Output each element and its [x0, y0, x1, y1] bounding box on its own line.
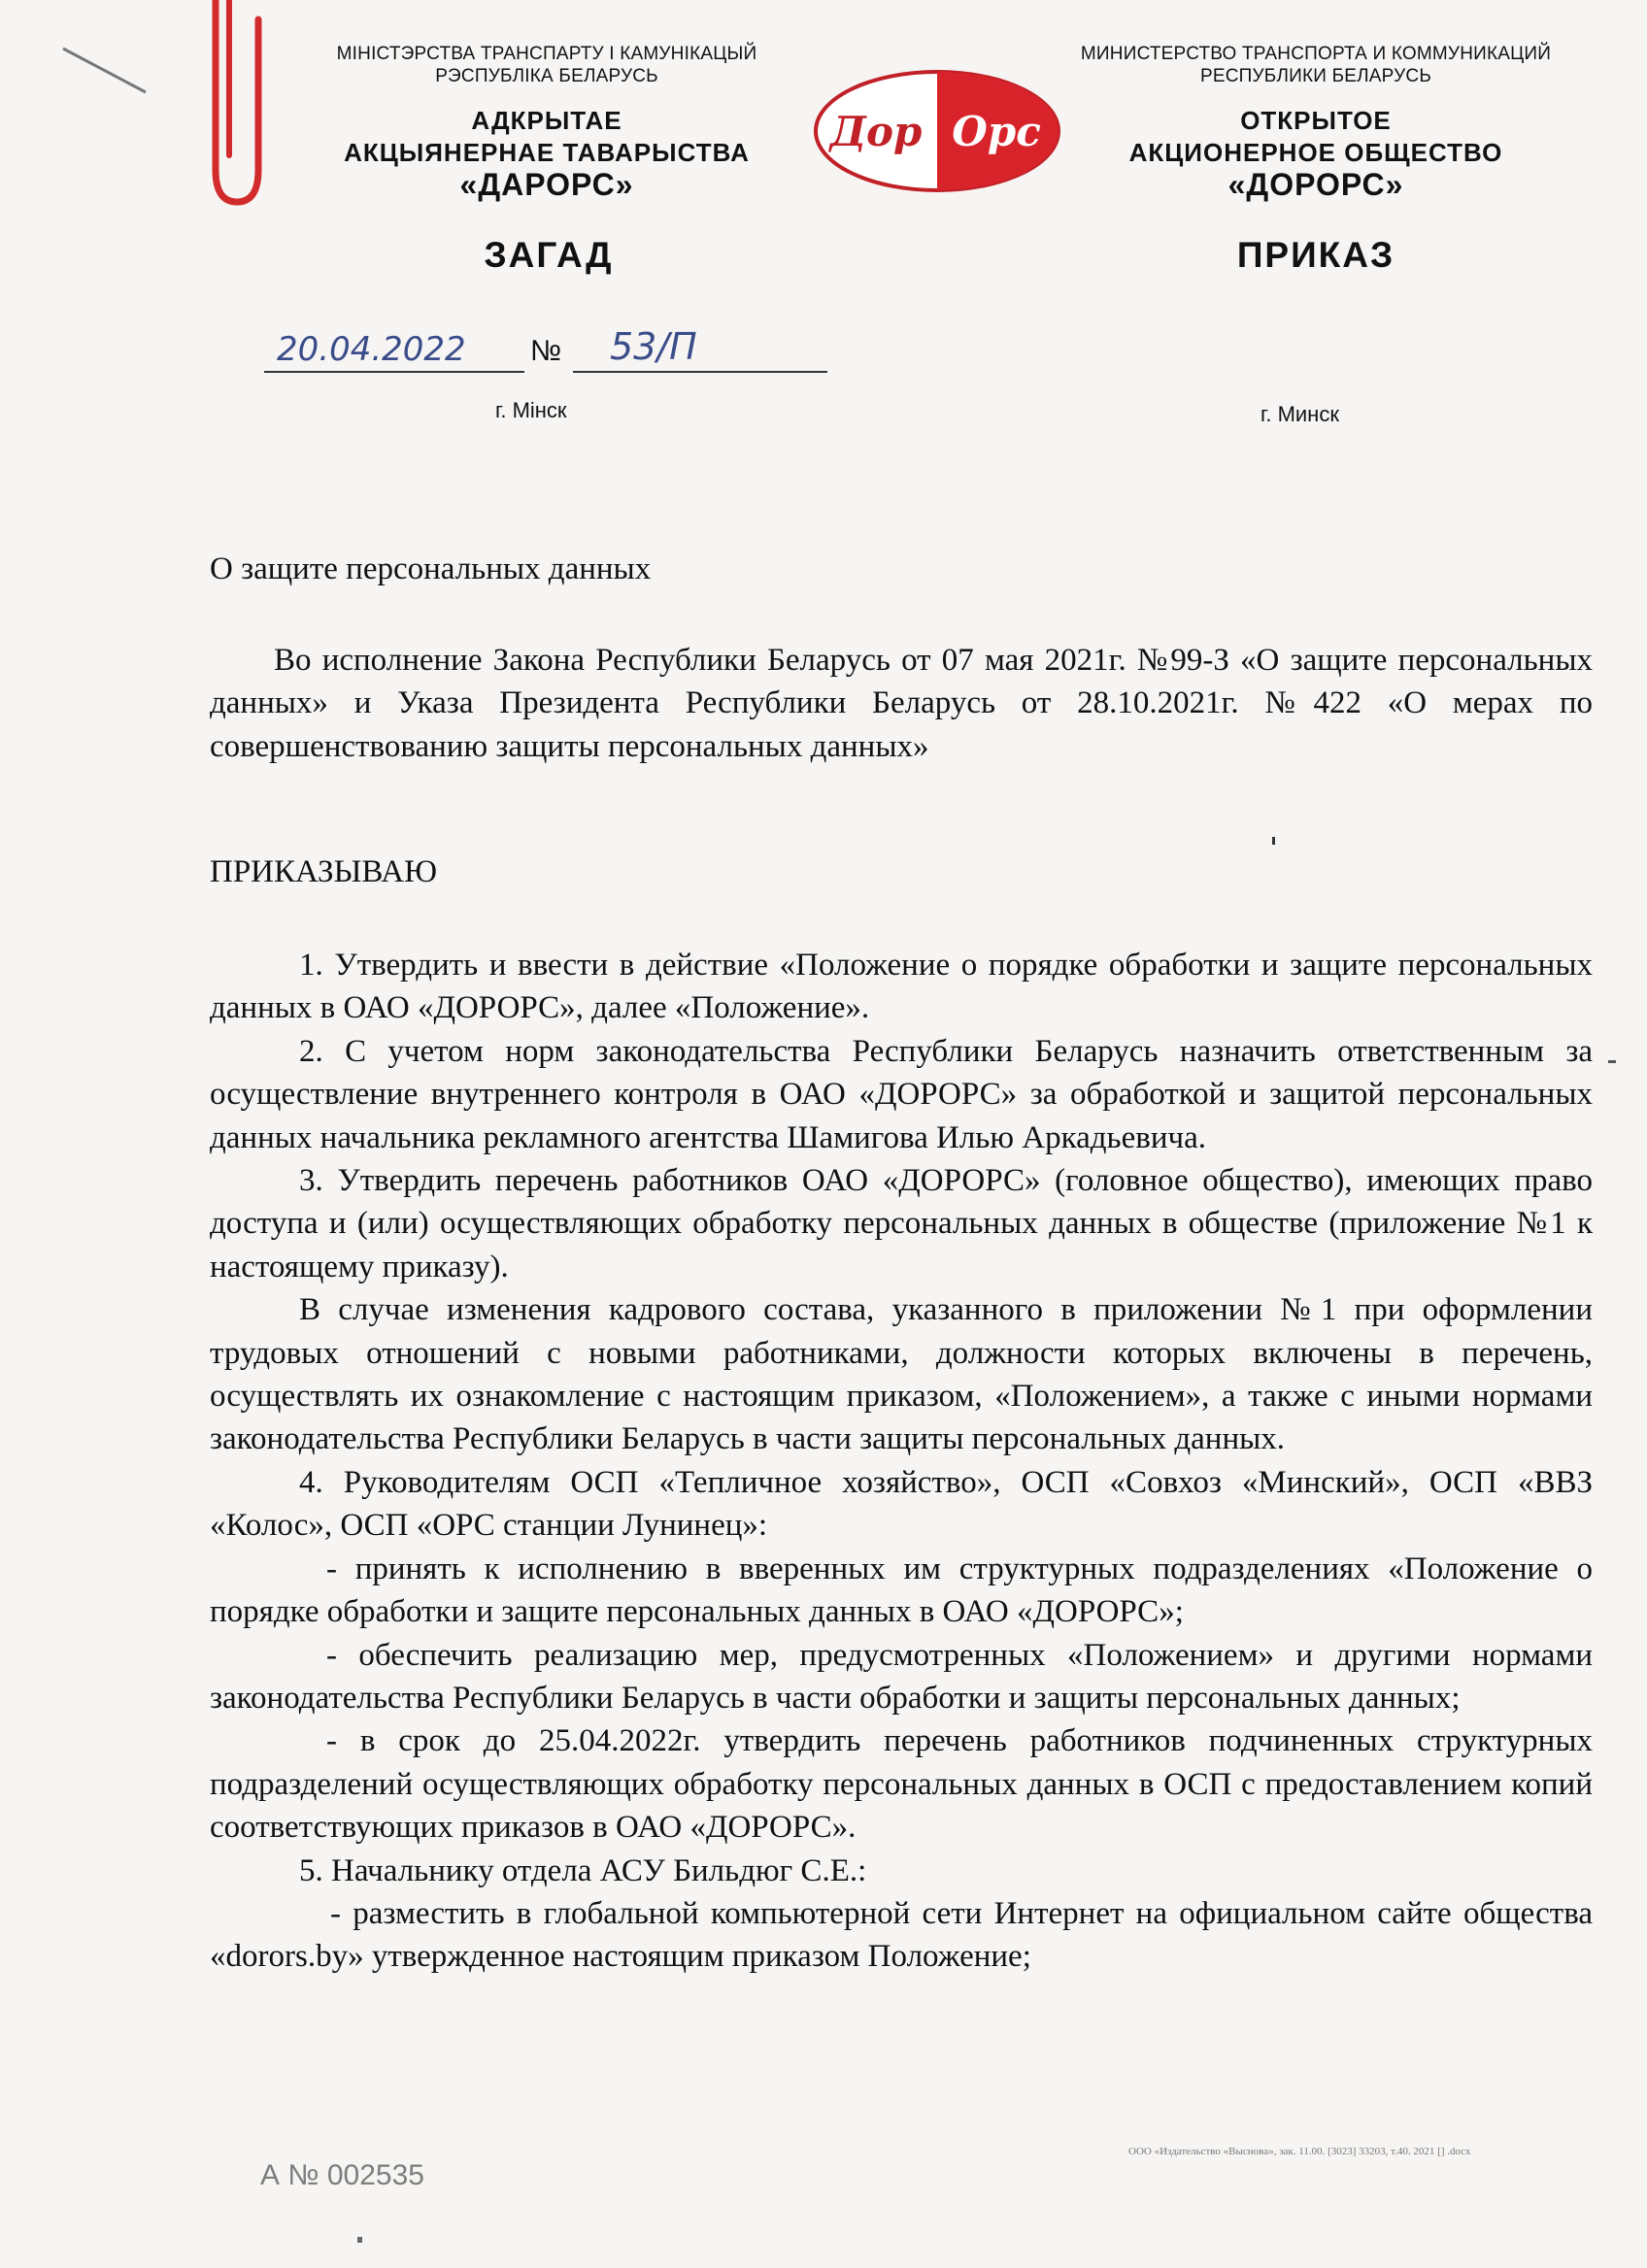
paragraph-4-item-1: - принять к исполнению в вверенных им структурных подразделениях «Положение о порядке обработки и защите персональных данных в ОАО «ДОРОРС»;	[210, 1551, 1593, 1630]
right-company-name: «ДОРОРС»	[1227, 167, 1404, 202]
document-command: ПРИКАЗЫВАЮ	[210, 854, 438, 889]
paragraph-2: 2. С учетом норм законодательства Республики Беларусь назначить ответственным за осуществление внутреннего контроля в ОАО «ДОРОРС» за обработкой и защитой персональных данных начальника рекламного агентства Шамигова Илью Аркадьевича.	[210, 1033, 1593, 1155]
margin-speck	[1272, 837, 1275, 845]
right-ministry	[1049, 43, 1583, 87]
left-ministry-line1: МІНІСТЭРСТВА ТРАНСПАРТУ І КАМУНІКАЦЫЙ	[336, 44, 757, 64]
document-subject: О защите персональных данных	[210, 551, 652, 586]
number-sign: №	[530, 335, 562, 367]
number-underline	[573, 371, 827, 373]
paragraph-4: 4. Руководителям ОСП «Тепличное хозяйство», ОСП «Совхоз «Минский», ОСП «ВВЗ «Колос», ОСП «ОРС станции Лунинец»:	[210, 1464, 1593, 1544]
left-company-name: «ДАРОРС»	[459, 167, 634, 202]
date-underline	[264, 371, 524, 373]
order-date: 20.04.2022	[277, 330, 466, 369]
right-doc-type: ПРИКАЗ	[1236, 235, 1395, 275]
right-company-line2: АКЦИОНЕРНОЕ ОБЩЕСТВО	[1128, 138, 1503, 167]
paragraph-4-item-3: - в срок до 25.04.2022г. утвердить перечень работников подчиненных структурных подразделений осуществляющих обработку персональных данных в ОСП с предоставлением копий соответствующих приказов в ОАО «ДОРОРС».	[210, 1723, 1593, 1846]
left-doc-type: ЗАГАД	[484, 235, 614, 275]
right-ministry-line2: РЕСПУБЛИКИ БЕЛАРУСЬ	[1200, 66, 1431, 86]
left-company-line2: АКЦЫЯНЕРНАЕ ТАВАРЫСТВА	[344, 138, 750, 167]
form-number: А № 002535	[260, 2159, 424, 2191]
logo-left-text: Дор	[829, 108, 923, 155]
logo-right-text: Орс	[952, 108, 1041, 155]
document-body	[210, 944, 1593, 1979]
paragraph-5: 5. Начальнику отдела АСУ Бильдюг С.Е.:	[299, 1852, 867, 1888]
document-preamble-block	[210, 639, 1593, 768]
left-company-line1: АДКРЫТАЕ	[471, 106, 622, 135]
document-preamble: Во исполнение Закона Республики Беларусь от 07 мая 2021г. №99-З «О защите персональных данных» и Указа Президента Республики Беларусь от 28.10.2021г. №422 «О мерах по совершенствованию защиты персональных данных»	[210, 643, 1593, 764]
paragraph-1: 1. Утвердить и ввести в действие «Положение о порядке обработки и защите персональных данных в ОАО «ДОРОРС», далее «Положение».	[210, 948, 1593, 1026]
paragraph-3: 3. Утвердить перечень работников ОАО «ДОРОРС» (головное общество), имеющих право доступа и (или) осуществляющих обработку персональных данных в обществе (приложение №1 к настоящему приказу).	[210, 1163, 1593, 1284]
dorors-logo	[814, 70, 1060, 192]
right-company-line1: ОТКРЫТОЕ	[1240, 106, 1392, 135]
paper-clip-icon	[194, 0, 272, 209]
margin-speck	[357, 2237, 362, 2243]
paragraph-5-item-1: - разместить в глобальной компьютерной сети Интернет на официальном сайте общества «dorors.by» утвержденное настоящим приказом Положение;	[210, 1895, 1593, 1975]
left-city: г. Мінск	[495, 398, 567, 422]
left-company	[309, 105, 785, 201]
printer-imprint: ООО «Издательство «Высновa», зак. 11.00. [3023] 33203, т.40. 2021 [] .docx	[1128, 2146, 1471, 2157]
margin-speck	[1608, 1060, 1616, 1063]
paragraph-3-note: В случае изменения кадрового состава, указанного в приложении №1 при оформлении трудовых отношений с новыми работниками, должности которых включены в перечень, осуществлять их ознакомление с настоящим приказом, «Положением», а также с иными нормами законодательства Республики Беларусь в части защиты персональных данных.	[210, 1292, 1593, 1457]
right-company	[1078, 105, 1554, 201]
right-ministry-line1: МИНИСТЕРСТВО ТРАНСПОРТА И КОММУНИКАЦИЙ	[1080, 44, 1552, 64]
right-city: г. Минск	[1260, 402, 1339, 426]
order-number: 53/П	[610, 325, 697, 368]
left-ministry-line2: РЭСПУБЛІКА БЕЛАРУСЬ	[435, 66, 658, 86]
paragraph-4-item-2: - обеспечить реализацию мер, предусмотренных «Положением» и другими нормами законодательства Республики Беларусь в части обработки и защиты персональных данных;	[210, 1637, 1593, 1716]
staple-mark-icon	[58, 44, 155, 102]
left-ministry	[309, 43, 785, 87]
